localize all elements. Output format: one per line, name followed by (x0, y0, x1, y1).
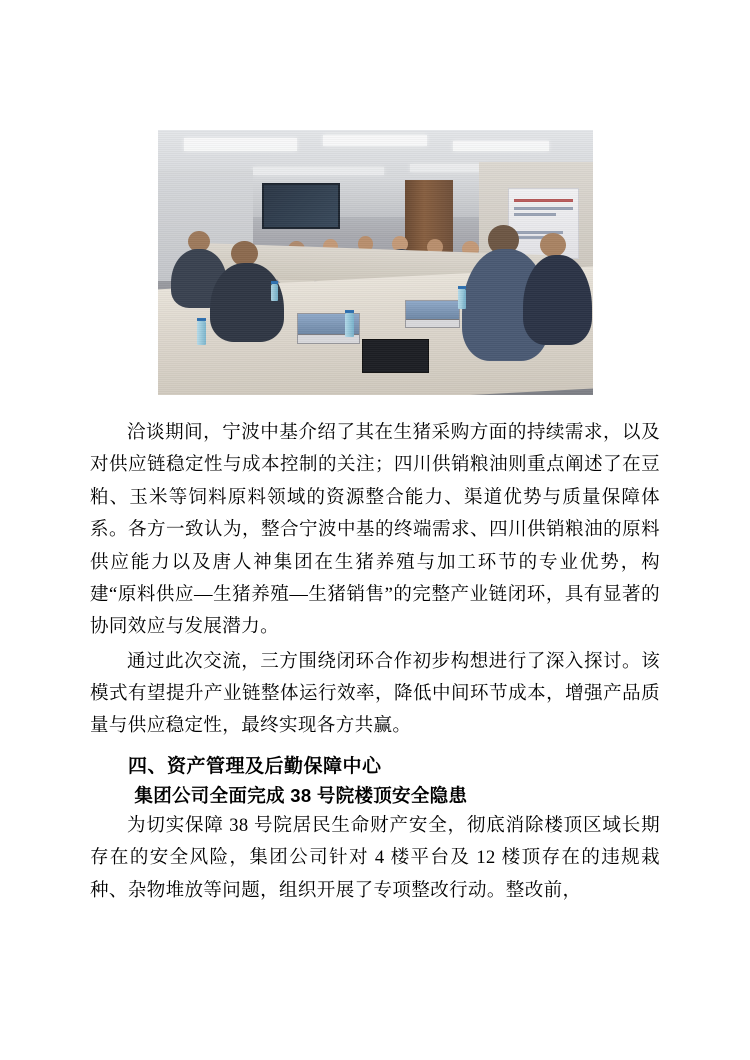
ceiling-light (410, 164, 488, 172)
ceiling-light (453, 141, 549, 152)
section-heading: 四、资产管理及后勤保障中心 (128, 755, 382, 777)
sub-heading: 集团公司全面完成 38 号院楼顶安全隐患 (134, 784, 468, 806)
conference-room-meeting-photo (158, 130, 593, 395)
photo-canvas (158, 130, 593, 395)
water-bottle (345, 313, 355, 337)
ceiling-light (253, 167, 384, 175)
paragraph: 为切实保障 38 号院居民生命财产安全，彻底消除楼顶区域长期存在的安全风险，集团公司针对 4 楼平台及 12 楼顶存在的违规栽种、杂物堆放等问题，组织开展了专项整改行动。整改前， (90, 815, 660, 901)
person-body (210, 263, 284, 343)
ceiling-light (184, 138, 297, 151)
water-bottle (458, 289, 467, 309)
water-bottle (271, 284, 279, 301)
laptop (362, 339, 429, 373)
paragraph: 洽谈期间，宁波中基介绍了其在生猪采购方面的持续需求，以及对供应链稳定性与成本控制的关注；四川供销粮油则重点阐述了在豆粕、玉米等饲料原料领域的资源整合能力、渠道优势与质量保障体系。各方一致认为，整合宁波中基的终端需求、四川供销粮油的原料供应能力以及唐人神集团在生猪养殖与加工环节的专业优势，构建“原料供应—生猪养殖—生猪销售”的完整产业链闭环，具有显著的协同效应与发展潜力。 (90, 423, 660, 638)
water-bottle (197, 321, 207, 345)
laptop (405, 300, 459, 329)
paragraph: 通过此次交流，三方围绕闭环合作初步构想进行了深入探讨。该模式有望提升产业链整体运行效率，降低中间环节成本，增强产品质量与供应稳定性，最终实现各方共赢。 (90, 651, 660, 737)
wall-display (262, 183, 340, 229)
ceiling-light (323, 135, 427, 146)
